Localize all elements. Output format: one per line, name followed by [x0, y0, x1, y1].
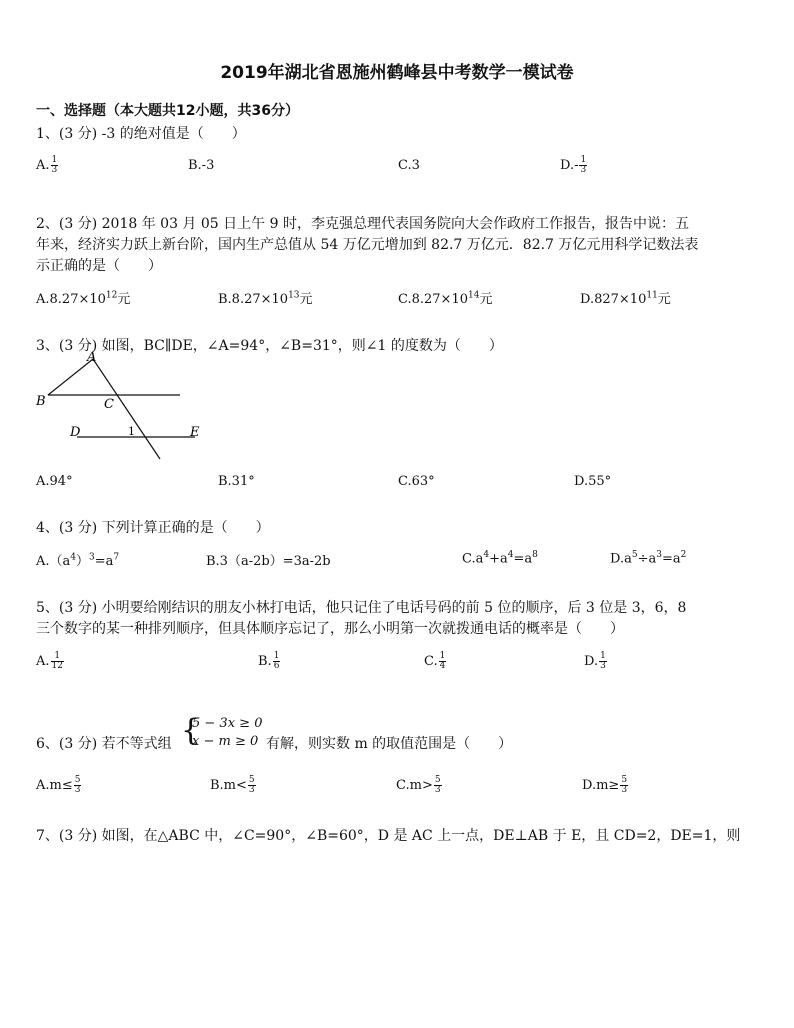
- question-4-option-b: B.3（a-2b）=3a-2b: [206, 554, 331, 569]
- left-brace-icon: {: [181, 713, 201, 748]
- question-5-option-a: A. $\frac{1}{12}$: [36, 651, 63, 671]
- exam-title: 2019年湖北省恩施州鹤峰县中考数学一模试卷: [220, 63, 574, 83]
- question-1-option-c: C.3: [398, 158, 420, 173]
- question-3-option-b: B.31°: [218, 474, 255, 489]
- question-2-option-b: $B.8.27\times 10^{13}$元: [218, 290, 313, 307]
- question-2-option-c: $C.8.27\times 10^{14}$元: [398, 290, 493, 307]
- question-4-option-a: $A.(a^4)^3=a^7$: [36, 552, 120, 569]
- question-5-option-b: B. $\frac{1}{6}$: [258, 651, 280, 671]
- question-3-stem: 3、(3 分) 如图，BC∥DE，∠A=94°，∠B=31°，则∠1 的度数为（ ）: [36, 338, 503, 354]
- inequality-2: x − m ≥ 0: [192, 734, 259, 749]
- question-1-option-a: A. $\frac{1}{3}$: [36, 155, 58, 175]
- inequality-1: 5 − 3x ≥ 0: [192, 716, 263, 731]
- label-e: E: [190, 425, 200, 440]
- question-4-option-c: $C.a^4+a^4=a^8$: [462, 550, 538, 567]
- question-2-option-a: $A.8.27\times 10^{12}$元: [36, 290, 131, 307]
- question-5-option-c: C. $\frac{1}{4}$: [424, 651, 446, 671]
- question-2-line-1: 2、(3 分) 2018 年 03 月 05 日上午 9 时，李克强总理代表国务院向大会作政府工作报告，报告中说：五: [36, 216, 689, 232]
- question-5-line-1: 5、(3 分) 小明要给刚结识的朋友小林打电话，他只记住了电话号码的前 5 位的顺序，后 3 位是 3，6，8: [36, 600, 687, 616]
- question-1-stem: 1、(3 分) -3 的绝对值是（ ）: [36, 126, 246, 142]
- question-6-option-a: A.m≤ $\frac{5}{3}$: [36, 775, 81, 795]
- label-a: A: [87, 350, 97, 365]
- question-3-figure: [30, 346, 230, 462]
- question-6-option-d: D.m≥ $\frac{5}{3}$: [582, 775, 628, 795]
- label-angle-1: 1: [128, 425, 135, 438]
- label-c: C: [104, 397, 114, 412]
- label-b: B: [36, 394, 46, 409]
- question-4-stem: 4、(3 分) 下列计算正确的是（ ）: [36, 520, 270, 536]
- question-6-option-c: C.m> $\frac{5}{3}$: [396, 775, 441, 795]
- question-2-line-3: 示正确的是（ ）: [36, 258, 162, 274]
- question-4-option-d: $D.a^5\div a^3=a^2$: [610, 550, 687, 567]
- question-5-option-d: D. $\frac{1}{3}$: [584, 651, 606, 671]
- question-6-suffix: 有解，则实数 m 的取值范围是（ ）: [266, 736, 513, 752]
- question-3-option-c: C.63°: [398, 474, 435, 489]
- question-1-option-d: D.- $\frac{1}{3}$: [560, 155, 587, 175]
- section-heading: 一、选择题（本大题共12小题，共36分）: [36, 103, 299, 119]
- question-1-option-b: B.-3: [188, 158, 215, 173]
- question-7-line-1: 7、(3 分) 如图，在△ABC 中，∠C=90°，∠B=60°，D 是 AC 上一点，DE⊥AB 于 E，且 CD=2，DE=1，则: [36, 828, 741, 844]
- label-d: D: [70, 425, 81, 440]
- question-6-prefix: 6、(3 分) 若不等式组: [36, 736, 172, 752]
- question-2-line-2: 年来，经济实力跃上新台阶，国内生产总值从 54 万亿元增加到 82.7 万亿元．82.7 万亿元用科学记数法表: [36, 237, 699, 253]
- question-6-option-b: B.m< $\frac{5}{3}$: [210, 775, 255, 795]
- question-5-line-2: 三个数字的某一种排列顺序，但具体顺序忘记了，那么小明第一次就拨通电话的概率是（ ）: [36, 621, 624, 637]
- question-2-option-d: $D.827\times 10^{11}$元: [580, 290, 671, 307]
- question-3-option-a: A.94°: [36, 474, 73, 489]
- question-3-option-d: D.55°: [574, 474, 612, 489]
